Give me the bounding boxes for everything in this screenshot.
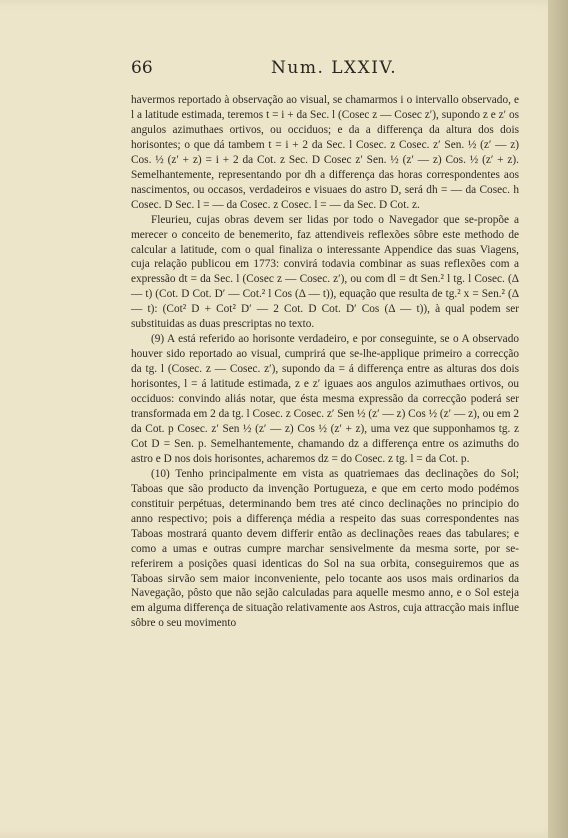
page-header bbox=[131, 58, 521, 84]
page-number: 66 bbox=[131, 58, 153, 78]
paragraph-note-10: (10) Tenho principalmente em vista as quatriemaes das declinações do Sol; Taboas que são producto da invenção Portugueza, e que em certo modo podémos constituir perpétuas, determinando bem tres até cinco declinações no principio do anno respectivo; pois a differença média a respeito das suas correspondentes nas Taboas mostrará quanto devem differir então as declinações reaes das tabulares; e como a umas e outras cumpre marchar sensivelmente da mesma sorte, por se-referirem a posições quasi identicas do Sol na sua orbita, conseguiremos que as Taboas sirvão sem maior inconveniente, pelo tocante aos usos mais ordinarios da Navegação, pôsto que não sejão calculadas para aquelle mesmo anno, e o Sol esteja em alguma differença de situação relativamente aos Astros, cuja attracção mais influe sôbre o seu movimento bbox=[131, 467, 519, 630]
running-title: Num. LXXIV. bbox=[271, 58, 398, 78]
paragraph-continuation: havermos reportado à observação ao visual, se chamarmos i o intervallo observado, e l a latitude estimada, teremos t = i + da Sec. l (Cosec z — Cosec z′), supondo z e z′ os angulos azimuthaes ortivos, ou occiduos; e da a differença da altura dos dois horisontes; o que dá tambem t = i + 2 da Sec. l Cosec. z Cosec. z′ Sen. ½ (z′ — z) Cos. ½ (z′ + z) = i + 2 da Cot. z Sec. D Cosec z′ Sen. ½ (z′ — z) Cos. ½ (z′ + z). Semelhantemente, representando por dh a differença das horas correspondentes aos nascimentos, ou occasos, verdadeiros e visuaes do astro D, será dh = — da Cosec. h Cosec. D Sec. l = — da Cosec. z Cosec. l = — da Sec. D Cot. z. bbox=[131, 94, 519, 211]
paragraph-note-9: (9) A está referido ao horisonte verdadeiro, e por conseguinte, se o A observado houver sido reportado ao visual, cumprirá que se-lhe-applique primeiro a correcção da tg. l (Cosec. z — Cosec. z′), supondo da = á differença entre as alturas dos dois horisontes, l = á latitude estimada, z e z′ iguaes aos angulos azimuthaes ortivos, ou occiduos: convindo aliás notar, que ésta mesma expressão da correcção poderá ser transformada em 2 da tg. l Cosec. z Cosec. z′ Sen ½ (z′ — z) Cos ½ (z′ — z), ou em 2 da Cot. p Cosec. z′ Sen ½ (z′ — z) Cos ½ (z′ + z), uma vez que supponhamos tg. z Cot D = Sen. p. Semelhantemente, chamando dz a differença entre os azimuths do astro e D nos dois horisontes, acharemos dz = do Cosec. z tg. l = da Cot. p. bbox=[131, 333, 519, 465]
page-edge bbox=[548, 0, 568, 838]
paragraph-fleurieu: Fleurieu, cujas obras devem ser lidas por todo o Navegador que se-propõe a merecer o conceito de benemerito, faz attendiveis reflexões sôbre este methodo de calcular a latitude, com o qual finaliza o interessante Appendice das suas Viagens, cuja relação publicou em 1773: convirá todavia combinar as suas reflexões com a expressão dt = da Sec. l (Cosec z — Cosec. z′), ou com dl = dt Sen.² l tg. l Cosec. (Δ — t) (Cot. D Cot. D′ — Cot.² l Cos (Δ — t)), equação que resulta de tg.² x = Sen.² (Δ — t): (Cot² D + Cot² D′ — 2 Cot. D Cot. D′ Cos (Δ — t)), à qual podem ser substituidas as duas prescriptas no texto. bbox=[131, 213, 519, 331]
body-text bbox=[131, 93, 519, 631]
